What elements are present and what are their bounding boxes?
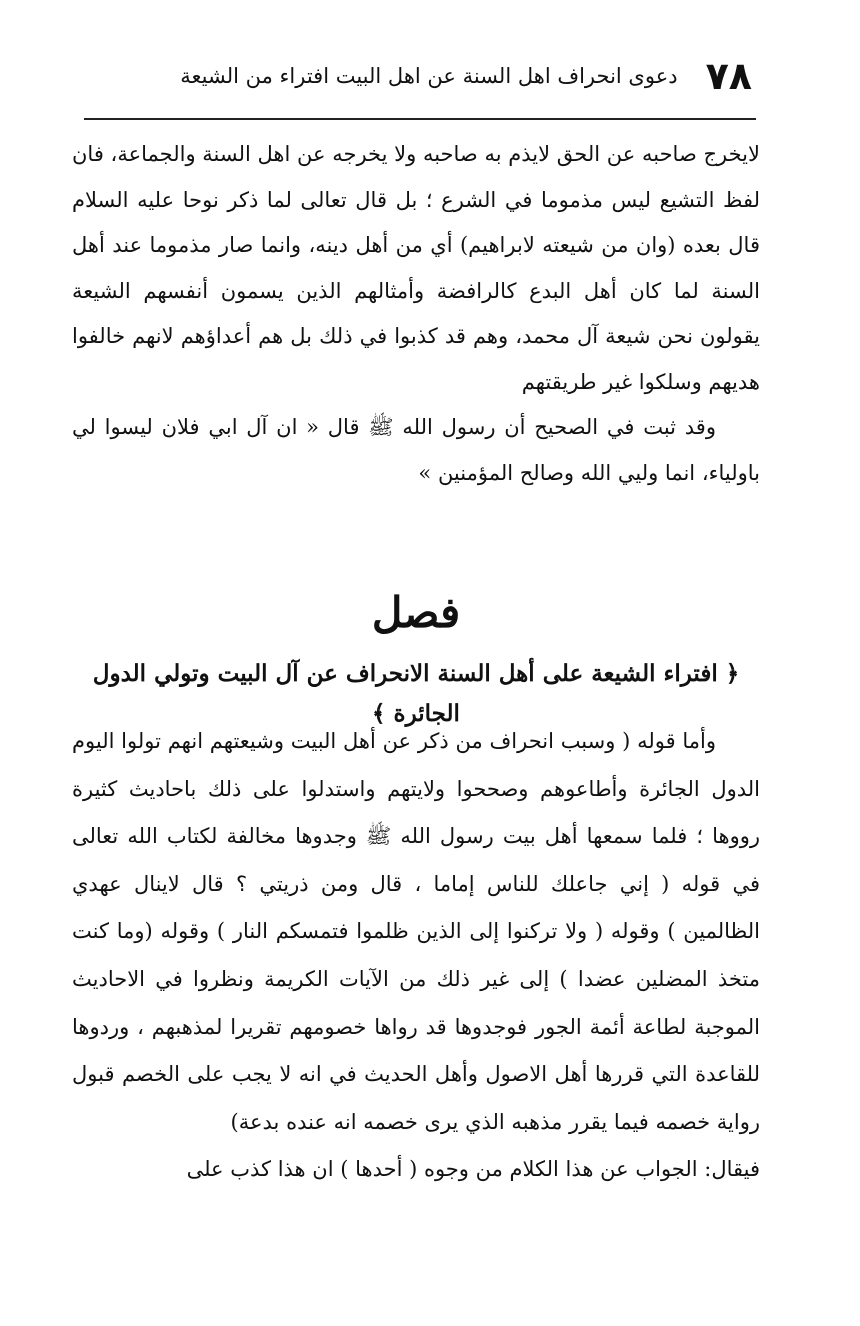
running-title: دعوى انحراف اهل السنة عن اهل البيت افتراء من الشيعة — [180, 64, 678, 88]
header-divider — [84, 118, 756, 120]
top-text-block — [72, 132, 760, 496]
section-subheading: ﴿ افتراء الشيعة على أهل السنة الانحراف عن آل البيت وتولي الدول الجائرة ﴾ — [92, 660, 740, 727]
page-number: ٧٨ — [705, 54, 752, 98]
paragraph-answer: فيقال: الجواب عن هذا الكلام من وجوه ( أحدها ) ان هذا كذب على — [186, 1157, 760, 1182]
bottom-text-block — [72, 718, 760, 1194]
paragraph-quote: وأما قوله ( وسبب انحراف من ذكر عن أهل البيت وشيعتهم انهم تولوا اليوم الدول الجائرة وأطاعوهم وصححوا ولايتهم واستدلوا على ذلك باحاديث كثيرة رووها ؛ فلما سمعها أهل بيت رسول الله ﷺ وجدوها مخالفة لكتاب الله تعالى في قوله ( إني جاعلك للناس إماما ، قال ومن ذريتي ؟ قال لاينال عهدي الظالمين ) وقوله ( ولا تركنوا إلى الذين ظلموا فتمسكم النار ) وقوله (وما كنت متخذ المضلين عضدا ) إلى غير ذلك من الآيات الكريمة ونظروا في الاحاديث الموجبة لطاعة أئمة الجور فوجدوها قد رواها خصومهم تقريرا لمذهبهم ، وردوها للقاعدة التي قررها أهل الاصول وأهل الحديث في انه لا يجب على الخصم قبول رواية خصمه فيما يقرر مذهبه الذي يرى خصمه انه عنده بدعة) — [72, 729, 760, 1134]
paragraph-hadith: وقد ثبت في الصحيح أن رسول الله ﷺ قال « ان آل ابي فلان ليسوا لي باولياء، انما وليي الله وصالح المؤمنين » — [72, 415, 760, 485]
page-header — [86, 52, 752, 100]
section-title: فصل — [371, 588, 461, 637]
paragraph-tashayyu: لايخرج صاحبه عن الحق لايذم به صاحبه ولا يخرجه عن اهل السنة والجماعة، فان لفظ التشيع ليس مذموما في الشرع ؛ بل قال تعالى لما ذكر نوحا عليه السلام قال بعده (وان من شيعته لابراهيم) أي من أهل دينه، وانما صار مذموما عند أهل السنة لما كان أهل البدع كالرافضة وأمثالهم الذين يسمون أنفسهم الشيعة يقولون نحن شيعة آل محمد، وهم قد كذبوا في ذلك بل هم أعداؤهم لانهم خالفوا هديهم وسلكوا غير طريقتهم — [72, 142, 760, 394]
